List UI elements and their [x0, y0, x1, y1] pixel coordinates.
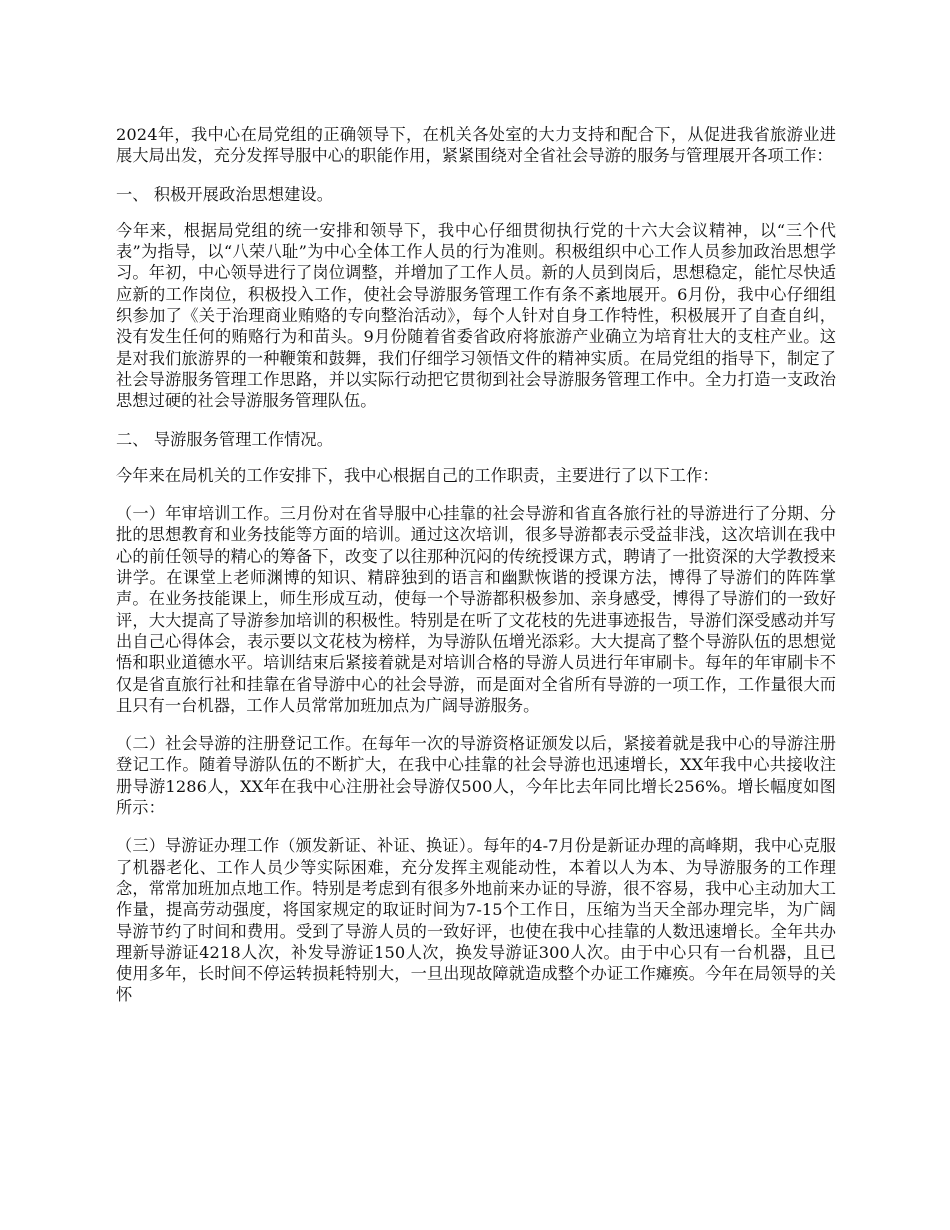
section-heading-1: 一、 积极开展政治思想建设。	[116, 184, 333, 204]
section-heading-2: 二、 导游服务管理工作情况。	[116, 429, 333, 449]
document-body	[116, 124, 836, 1023]
body-paragraph: （一）年审培训工作。三月份对在省导服中心挂靠的社会导游和省直各旅行社的导游进行了分期、分批的思想教育和业务技能等方面的培训。通过这次培训，很多导游都表示受益非浅，这次培训在我中心的前任领导的精心的筹备下，改变了以往那种沉闷的传统授课方式，聘请了一批资深的大学教授来讲学。在课堂上老师渊博的知识、精辟独到的语言和幽默恢谐的授课方法，博得了导游们的阵阵掌声。在业务技能课上，师生形成互动，使每一个导游都积极参加、亲身感受，博得了导游们的一致好评，大大提高了导游参加培训的积极性。特别是在听了文花枝的先进事迹报告，导游们深受感动并写出自己心得体会，表示要以文花枝为榜样，为导游队伍增光添彩。大大提高了整个导游队伍的思想觉悟和职业道德水平。培训结束后紧接着就是对培训合格的导游人员进行年审刷卡。每年的年审刷卡不仅是省直旅行社和挂靠在省导游中心的社会导游，而是面对全省所有导游的一项工作，工作量很大而且只有一台机器，工作人员常常加班加点为广阔导游服务。	[116, 504, 836, 715]
body-paragraph: 今年来在局机关的工作安排下，我中心根据自己的工作职责，主要进行了以下工作：	[116, 465, 719, 485]
body-paragraph: 今年来，根据局党组的统一安排和领导下，我中心仔细贯彻执行党的十六大会议精神，以“三个代表”为指导，以“八荣八耻”为中心全体工作人员的行为准则。积极组织中心工作人员参加政治思想学习。年初，中心领导进行了岗位调整，并增加了工作人员。新的人员到岗后，思想稳定，能忙尽快适应新的工作岗位，积极投入工作，使社会导游服务管理工作有条不紊地展开。6月份，我中心仔细组织参加了《关于治理商业贿赂的专向整治活动》，每个人针对自身工作特性，积极展开了自查自纠，没有发生任何的贿赂行为和苗头。9月份随着省委省政府将旅游产业确立为培育壮大的支柱产业。这是对我们旅游界的一种鞭策和鼓舞，我们仔细学习领悟文件的精神实质。在局党组的指导下，制定了社会导游服务管理工作思路，并以实际行动把它贯彻到社会导游服务管理工作中。全力打造一支政治思想过硬的社会导游服务管理队伍。	[116, 220, 836, 411]
body-paragraph: （三）导游证办理工作（颁发新证、补证、换证）。每年的4-7月份是新证办理的高峰期，我中心克服了机器老化、工作人员少等实际困难，充分发挥主观能动性，本着以人为本、为导游服务的工作理念，常常加班加点地工作。特别是考虑到有很多外地前来办证的导游，很不容易，我中心主动加大工作量，提高劳动强度，将国家规定的取证时间为7-15个工作日，压缩为当天全部办理完毕，为广阔导游节约了时间和费用。受到了导游人员的一致好评，也使在我中心挂靠的人数迅速增长。全年共办理新导游证4218人次，补发导游证150人次，换发导游证300人次。由于中心只有一台机器，且已使用多年，长时间不停运转损耗特别大，一旦出现故障就造成整个办证工作瘫痪。今年在局领导的关怀	[116, 836, 836, 1005]
intro-paragraph: 2024年，我中心在局党组的正确领导下，在机关各处室的大力支持和配合下，从促进我省旅游业进展大局出发，充分发挥导服中心的职能作用，紧紧围绕对全省社会导游的服务与管理展开各项工作：	[116, 125, 836, 166]
body-paragraph: （二）社会导游的注册登记工作。在每年一次的导游资格证颁发以后，紧接着就是我中心的导游注册登记工作。随着导游队伍的不断扩大，在我中心挂靠的社会导游也迅速增长，XX年我中心共接收注册导游1286人，XX年在我中心注册社会导游仅500人，今年比去年同比增长256%。增长幅度如图所示：	[116, 734, 836, 818]
